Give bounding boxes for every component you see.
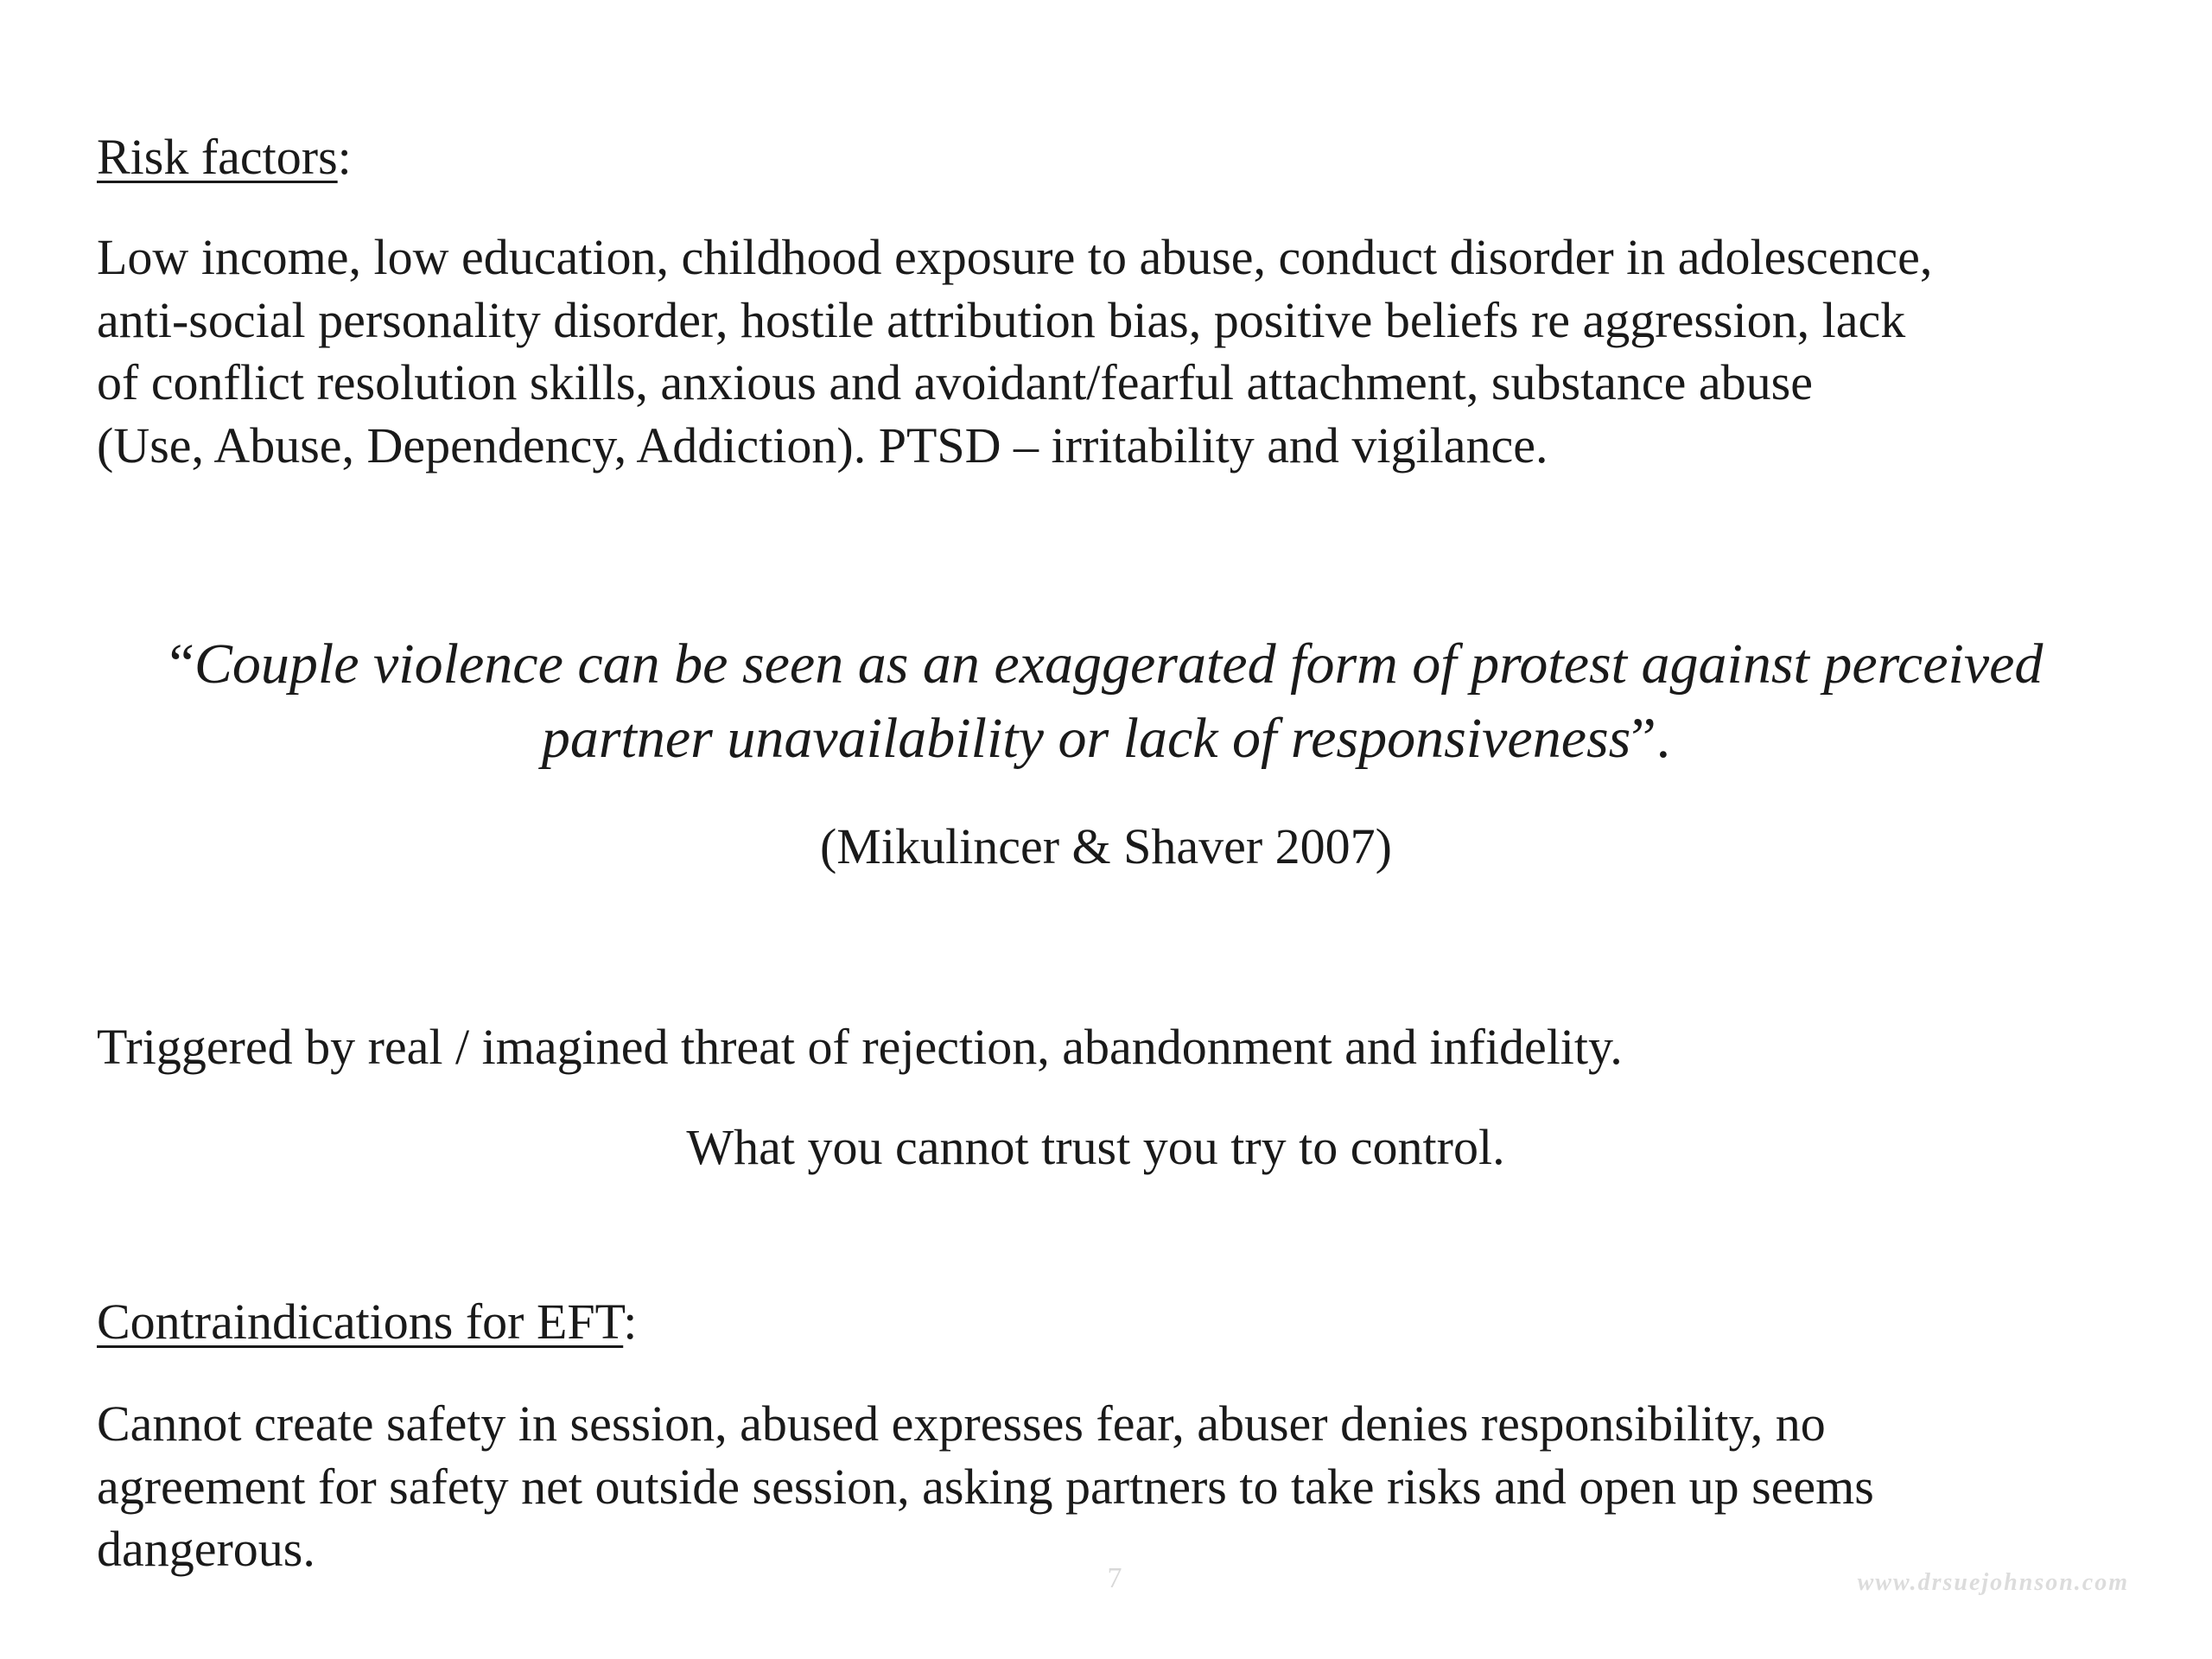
quote-close-mark: ”. [1630,707,1671,770]
website-watermark: www.drsuejohnson.com [1857,1569,2129,1596]
page-number: 7 [1107,1562,1122,1594]
risk-factors-line: Low income, low education, childhood exposure to abuse, conduct disorder in adolescence, [97,229,1933,285]
contraindications-line: Cannot create safety in session, abused expresses fear, abuser denies responsibility, no [97,1395,1826,1452]
quote-open-mark: “ [168,632,194,696]
quote-line-1 [0,627,2212,702]
contraindications-heading-text: Contraindications for EFT [97,1294,624,1350]
quote-text-line-1: Couple violence can be seen as an exaggerated form of protest against perceived [194,632,2044,696]
risk-factors-line: of conflict resolution skills, anxious and avoidant/fearful attachment, substance abuse [97,354,1813,410]
risk-factors-heading-colon: : [337,129,352,185]
contraindications-heading [97,1291,637,1353]
contraindications-paragraph [97,1393,1874,1581]
risk-factors-paragraph [97,226,1932,477]
quote-line-2 [0,702,2212,776]
contraindications-heading-colon: : [623,1294,638,1350]
risk-factors-line: (Use, Abuse, Dependency, Addiction). PTSD – irritability and vigilance. [97,416,1548,474]
control-statement: What you cannot trust you try to control. [686,1119,1505,1175]
contraindications-line: dangerous. [97,1521,315,1577]
trigger-text: Triggered by real / imagined threat of rejection, abandonment and infidelity. [97,1019,1623,1075]
attachment-quote [0,627,2212,776]
risk-factors-line: anti-social personality disorder, hostile attribution bias, positive beliefs re aggression, lack [97,291,1906,348]
quote-text-line-2: partner unavailability or lack of responsiveness [541,707,1631,770]
risk-factors-heading [97,126,352,188]
risk-factors-heading-text: Risk factors [97,129,338,185]
contraindications-line: agreement for safety net outside session, asking partners to take risks and open up seems [97,1458,1874,1515]
quote-citation: (Mikulincer & Shaver 2007) [819,818,1392,874]
